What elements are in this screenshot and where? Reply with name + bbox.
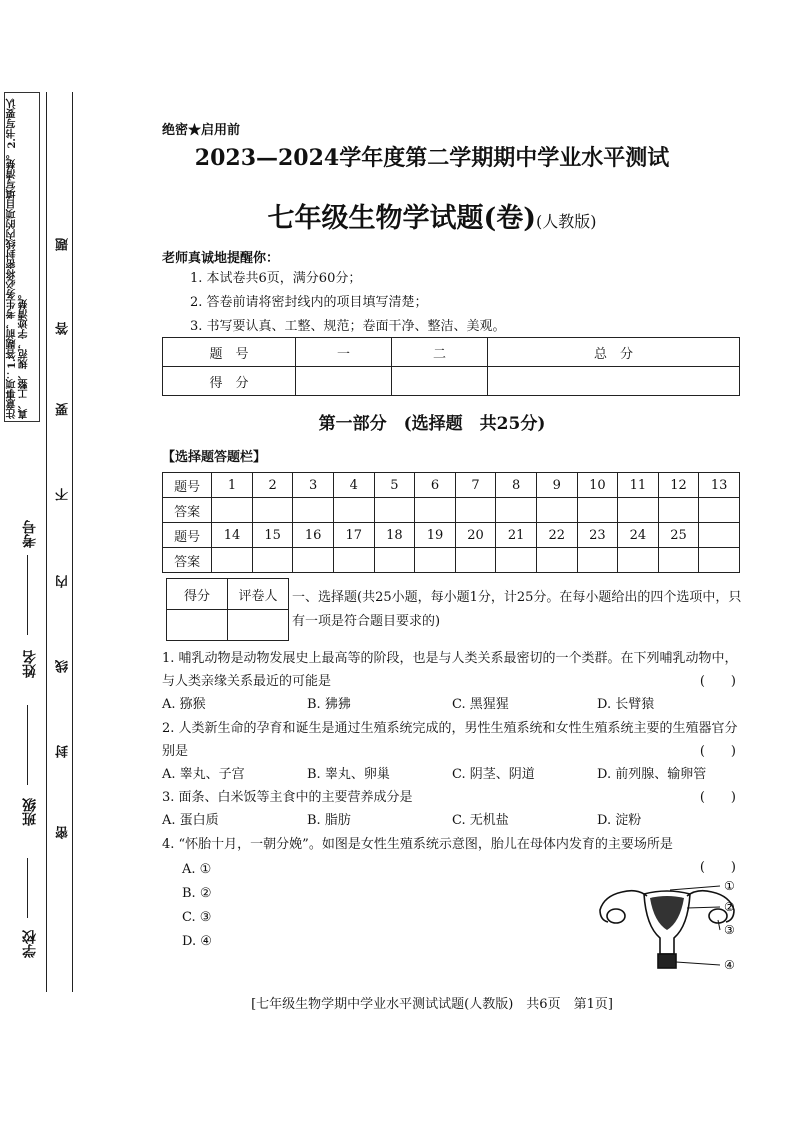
question-number-cell: 5 [374, 473, 415, 498]
question-text: 3. 面条、白米饭等主食中的主要营养成分是 [162, 790, 413, 805]
field-line-school [27, 858, 28, 918]
rules-list [190, 267, 506, 339]
answer-cell[interactable] [455, 548, 496, 573]
row-label: 题号 [163, 523, 212, 548]
answer-cell[interactable] [415, 548, 456, 573]
question-number-cell: 7 [455, 473, 496, 498]
question-number-cell: 17 [333, 523, 374, 548]
question-number-cell: 25 [658, 523, 699, 548]
answer-paren[interactable]: ( ) [699, 860, 736, 875]
answer-cell[interactable] [252, 548, 293, 573]
question-stem [162, 647, 742, 693]
rule-item: 2. 答卷前请将密封线内的项目填写清楚； [190, 295, 428, 310]
field-class-label: 班级 [22, 798, 38, 826]
answer-cell[interactable] [374, 548, 415, 573]
answer-paren[interactable]: ( ) [699, 674, 736, 689]
question-number-cell: 24 [618, 523, 659, 548]
answer-cell[interactable] [293, 548, 334, 573]
answer-cell[interactable] [293, 498, 334, 523]
seal-char: 封 [56, 745, 71, 758]
answer-cell[interactable] [455, 498, 496, 523]
option-b[interactable]: B. 睾丸、卵巢 [307, 767, 390, 782]
score-header-cell: 总 分 [488, 338, 740, 367]
seal-char: 要 [56, 403, 71, 416]
question-stem [162, 786, 742, 809]
answer-cell[interactable] [618, 548, 659, 573]
field-exam-number-label: 考号 [22, 520, 38, 548]
subject-name: 七年级生物学试题(卷) [267, 203, 537, 234]
question-number-cell: 13 [699, 473, 740, 498]
part-one-heading: 第一部分 (选择题 共25分) [318, 414, 546, 434]
exam-title: 2023—2024学年度第二学期期中学业水平测试 [194, 145, 670, 171]
score-header-cell: 题 号 [163, 338, 296, 367]
answer-cell[interactable] [577, 548, 618, 573]
seal-char: 答 [56, 322, 71, 335]
score-row-label: 得 分 [163, 367, 296, 396]
section-one-instructions: 一、选择题(共25小题，每小题1分，计25分。在每小题给出的四个选项中，只有一项是符合题目要求的) [292, 590, 742, 629]
question-3 [162, 786, 742, 832]
row-label: 答案 [163, 548, 212, 573]
answer-cell[interactable] [333, 498, 374, 523]
question-number-cell: 16 [293, 523, 334, 548]
score-cell[interactable] [488, 367, 740, 396]
answer-cell[interactable] [374, 498, 415, 523]
answer-cell[interactable] [415, 498, 456, 523]
leader-line [687, 907, 720, 908]
question-number-cell: 18 [374, 523, 415, 548]
seal-char: 不 [56, 488, 71, 501]
score-header-cell: 一 [296, 338, 392, 367]
option-d[interactable]: D. 前列腺、输卵管 [597, 767, 707, 782]
question-number-cell [699, 523, 740, 548]
figure-label: ④ [724, 958, 735, 972]
seal-char: 密 [56, 826, 71, 839]
option-a[interactable]: A. 睾丸、子宫 [162, 767, 245, 782]
answer-cell[interactable] [658, 548, 699, 573]
option-b[interactable]: B. ② [182, 886, 212, 901]
answer-cell[interactable] [618, 498, 659, 523]
question-number-cell: 21 [496, 523, 537, 548]
leader-line [670, 886, 720, 890]
field-line-class [27, 705, 28, 785]
answer-cell[interactable] [699, 498, 740, 523]
field-line-name [27, 555, 28, 635]
question-number-cell: 6 [415, 473, 456, 498]
grader-box [166, 578, 289, 641]
question-number-cell: 23 [577, 523, 618, 548]
option-c[interactable]: C. 黑猩猩 [452, 697, 509, 712]
score-cell[interactable] [296, 367, 392, 396]
seal-char: 题 [56, 238, 71, 251]
uterine-cavity [650, 896, 684, 930]
question-number-cell: 4 [333, 473, 374, 498]
option-c[interactable]: C. 阴茎、阴道 [452, 767, 535, 782]
option-d[interactable]: D. 长臂猿 [597, 697, 655, 712]
rule-item: 3. 书写要认真、工整、规范；卷面干净、整洁、美观。 [190, 319, 506, 334]
answer-cell[interactable] [496, 548, 537, 573]
option-b[interactable]: B. 狒狒 [307, 697, 351, 712]
answer-cell[interactable] [496, 498, 537, 523]
question-text: 4. “怀胎十月，一朝分娩”。如图是女性生殖系统示意图，胎儿在母体内发育的主要场所是 [162, 837, 673, 852]
answer-paren[interactable]: ( ) [699, 744, 736, 759]
figure-label: ② [724, 900, 735, 914]
option-c[interactable]: C. 无机盐 [452, 813, 509, 828]
answer-cell[interactable] [536, 548, 577, 573]
notice-box: 注意事项：1.答题前，考生务必将密封线内的项目填写清楚。2.书写要认真、工整、规范，字迹清楚。 [4, 92, 40, 422]
question-1 [162, 647, 742, 716]
options [162, 693, 742, 716]
question-number-cell: 15 [252, 523, 293, 548]
answer-cell[interactable] [252, 498, 293, 523]
edition: (人教版) [536, 212, 597, 231]
grader-name-cell[interactable] [228, 610, 289, 641]
field-name-label: 姓名 [22, 650, 38, 678]
question-number-cell: 19 [415, 523, 456, 548]
option-b[interactable]: B. 脂肪 [307, 813, 351, 828]
options [162, 809, 742, 832]
answer-cell[interactable] [699, 548, 740, 573]
question-number-cell: 12 [658, 473, 699, 498]
grader-score-label: 得分 [167, 579, 228, 610]
subject-title [0, 196, 794, 235]
answer-cell[interactable] [333, 548, 374, 573]
answer-sheet-table [162, 472, 740, 573]
options [162, 763, 742, 786]
option-d[interactable]: D. 淀粉 [597, 813, 642, 828]
figure-label: ① [724, 879, 735, 893]
score-header-cell: 二 [392, 338, 488, 367]
answer-cell[interactable] [536, 498, 577, 523]
answer-paren[interactable]: ( ) [699, 790, 736, 805]
question-number-cell: 22 [536, 523, 577, 548]
question-number-cell: 10 [577, 473, 618, 498]
question-stem [162, 717, 742, 763]
answer-cell[interactable] [212, 498, 253, 523]
question-number-cell: 11 [618, 473, 659, 498]
question-number-cell: 1 [212, 473, 253, 498]
field-name[interactable] [20, 650, 40, 678]
field-exam-number[interactable] [20, 520, 40, 548]
question-number-cell: 2 [252, 473, 293, 498]
question-2 [162, 717, 742, 786]
option-a[interactable]: A. ① [182, 862, 212, 877]
question-number-cell: 14 [212, 523, 253, 548]
option-c[interactable]: C. ③ [182, 910, 212, 925]
score-table [162, 337, 740, 396]
leader-line [676, 962, 720, 965]
answer-cell[interactable] [212, 548, 253, 573]
figure-label: ③ [724, 923, 735, 937]
seal-char: 线 [56, 660, 71, 673]
question-number-cell: 8 [496, 473, 537, 498]
left-ovary [607, 909, 625, 923]
option-a[interactable]: A. 蛋白质 [162, 813, 219, 828]
question-stem [162, 833, 742, 856]
question-text: 1. 哺乳动物是动物发展史上最高等的阶段，也是与人类关系最密切的一个类群。在下列哺乳动物中，与人类亲缘关系最近的可能是 [162, 651, 738, 689]
option-a[interactable]: A. 猕猴 [162, 697, 206, 712]
answer-cell[interactable] [577, 498, 618, 523]
vagina [658, 954, 676, 968]
row-label: 题号 [163, 473, 212, 498]
page-footer: [七年级生物学期中学业水平测试试题(人教版) 共6页 第1页] [251, 997, 613, 1012]
female-reproductive-diagram [592, 876, 742, 976]
seal-char: 内 [56, 575, 71, 588]
reminder-heading: 老师真诚地提醒你： [162, 251, 280, 266]
answer-sheet-label: 【选择题答题栏】 [162, 450, 267, 465]
field-class[interactable] [20, 798, 40, 826]
row-label: 答案 [163, 498, 212, 523]
score-cell[interactable] [392, 367, 488, 396]
option-d[interactable]: D. ④ [182, 934, 212, 949]
question-number-cell: 20 [455, 523, 496, 548]
grader-label: 评卷人 [228, 579, 289, 610]
question-number-cell: 3 [293, 473, 334, 498]
field-school-label: 学校 [22, 930, 38, 958]
field-school[interactable] [20, 930, 40, 958]
answer-cell[interactable] [658, 498, 699, 523]
grader-score-cell[interactable] [167, 610, 228, 641]
secret-mark: 绝密★启用前 [162, 123, 241, 138]
rule-item: 1. 本试卷共6页，满分60分； [190, 271, 362, 286]
question-number-cell: 9 [536, 473, 577, 498]
question-text: 2. 人类新生命的孕育和诞生是通过生殖系统完成的，男性生殖系统和女性生殖系统主要的生殖器官分别是 [162, 721, 738, 759]
leader-line [718, 920, 720, 930]
